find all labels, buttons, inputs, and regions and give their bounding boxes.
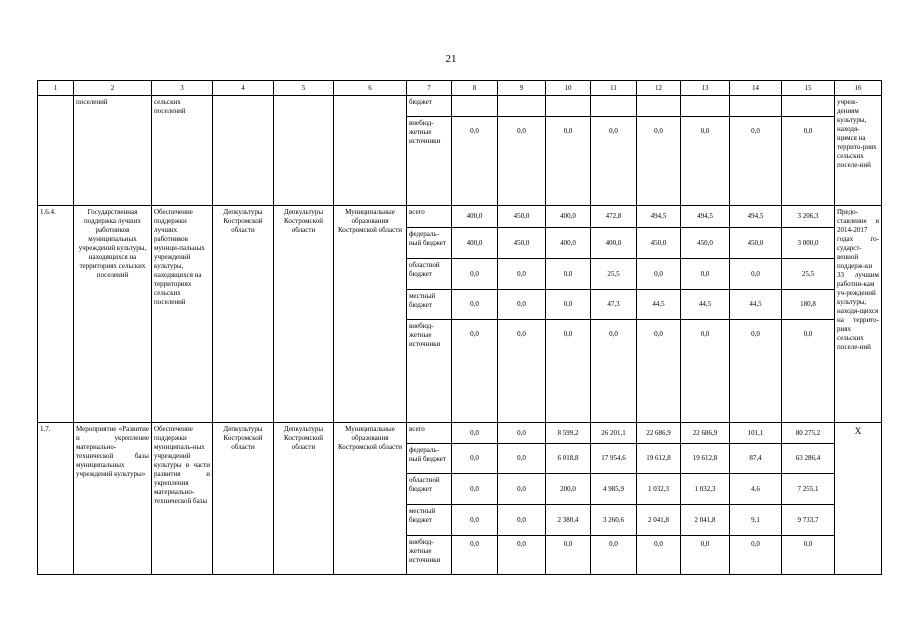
- value-cell: 0,0: [730, 536, 782, 575]
- value-cell: 8 599,2: [546, 423, 591, 444]
- value-cell: 22 686,9: [681, 423, 730, 444]
- value-cell: 2 041,8: [637, 505, 681, 536]
- value-cell: 450,0: [637, 228, 681, 259]
- value-cell: 450,0: [730, 228, 782, 259]
- value-cell: 0,0: [730, 259, 782, 290]
- value-cell: 472,8: [591, 206, 637, 228]
- header-cell: 9: [498, 81, 546, 96]
- value-cell: 0,0: [730, 117, 782, 206]
- value-cell: 0,0: [452, 423, 498, 444]
- value-cell: 0,0: [782, 117, 835, 206]
- value-cell: 26 201,1: [591, 423, 637, 444]
- value-cell: 25,5: [591, 259, 637, 290]
- value-cell: 1 032,3: [637, 474, 681, 505]
- value-cell: [591, 96, 637, 117]
- value-cell: 2 041,8: [681, 505, 730, 536]
- table-row: [38, 206, 882, 228]
- header-cell: 3: [152, 81, 213, 96]
- header-cell: 16: [835, 81, 882, 96]
- value-cell: 44,5: [637, 290, 681, 320]
- value-cell: 494,5: [730, 206, 782, 228]
- value-cell: 0,0: [498, 505, 546, 536]
- header-cell: 12: [637, 81, 681, 96]
- value-cell: 0,0: [546, 117, 591, 206]
- value-cell: 0,0: [591, 117, 637, 206]
- value-cell: 7 255,1: [782, 474, 835, 505]
- value-cell: 4,6: [730, 474, 782, 505]
- value-cell: 4 985,9: [591, 474, 637, 505]
- value-cell: 0,0: [452, 536, 498, 575]
- table-row: [38, 96, 882, 117]
- value-cell: 494,5: [681, 206, 730, 228]
- value-cell: [637, 96, 681, 117]
- source-label: внебюд-жетные источники: [407, 320, 452, 423]
- source-label: федераль-ный бюджет: [407, 444, 452, 474]
- value-cell: 0,0: [546, 536, 591, 575]
- cell-5: [274, 96, 334, 206]
- value-cell: [546, 96, 591, 117]
- value-cell: 0,0: [498, 259, 546, 290]
- header-cell: 6: [334, 81, 407, 96]
- result-cell: Предо-ставление в 2014-2017 годах го-сударст-венной поддерж-ки 33 лучшим работни-кам уч-реждений культуры, находя-щихся на террито-риях сельских поселе-ний: [835, 206, 882, 423]
- value-cell: 44,5: [681, 290, 730, 320]
- value-cell: 2 380,4: [546, 505, 591, 536]
- header-row: [38, 81, 882, 96]
- cell-5: Депкультуры Костромской области: [274, 423, 334, 575]
- value-cell: [730, 96, 782, 117]
- value-cell: [782, 96, 835, 117]
- cell-6: Муниципальные образования Костромской области: [334, 206, 407, 423]
- value-cell: 0,0: [452, 117, 498, 206]
- page-number: 21: [445, 53, 457, 65]
- value-cell: 6 018,8: [546, 444, 591, 474]
- value-cell: 25,5: [782, 259, 835, 290]
- value-cell: 0,0: [452, 259, 498, 290]
- value-cell: 63 286,4: [782, 444, 835, 474]
- cell-1: [38, 96, 74, 206]
- value-cell: 3 000,0: [782, 228, 835, 259]
- value-cell: 19 612,8: [637, 444, 681, 474]
- source-label: областной бюджет: [407, 474, 452, 505]
- value-cell: 450,0: [498, 228, 546, 259]
- header-cell: 1: [38, 81, 74, 96]
- value-cell: 0,0: [782, 536, 835, 575]
- value-cell: 80 275,2: [782, 423, 835, 444]
- cell-2: поселений: [74, 96, 152, 206]
- value-cell: 0,0: [498, 320, 546, 423]
- header-cell: 14: [730, 81, 782, 96]
- result-cell: X: [835, 423, 882, 575]
- value-cell: 0,0: [498, 117, 546, 206]
- header-cell: 2: [74, 81, 152, 96]
- value-cell: 101,1: [730, 423, 782, 444]
- value-cell: 3 206,3: [782, 206, 835, 228]
- value-cell: 180,8: [782, 290, 835, 320]
- value-cell: 450,0: [681, 228, 730, 259]
- value-cell: [681, 96, 730, 117]
- value-cell: 0,0: [452, 474, 498, 505]
- source-label: местный бюджет: [407, 505, 452, 536]
- cell-2: Мероприятие «Развитие и укрепление материально-технической базы муниципальных учреждений культуры»: [74, 423, 152, 575]
- cell-1: 1.7.: [38, 423, 74, 575]
- cell-3: сельских поселений: [152, 96, 213, 206]
- value-cell: 0,0: [681, 259, 730, 290]
- source-label: всего: [407, 423, 452, 444]
- value-cell: 0,0: [498, 444, 546, 474]
- table-row: [38, 423, 882, 444]
- cell-5: Депкультуры Костромской области: [274, 206, 334, 423]
- value-cell: 9,1: [730, 505, 782, 536]
- value-cell: 0,0: [452, 505, 498, 536]
- program-table: [37, 80, 882, 575]
- value-cell: 9 733,7: [782, 505, 835, 536]
- source-label: местный бюджет: [407, 290, 452, 320]
- value-cell: 400,0: [546, 206, 591, 228]
- value-cell: 0,0: [591, 320, 637, 423]
- value-cell: 0,0: [546, 290, 591, 320]
- source-label: всего: [407, 206, 452, 228]
- value-cell: 0,0: [637, 320, 681, 423]
- cell-3: Обеспечение поддержки муниципаль-ных учреждений культуры в части развития и укрепления материально-технической базы: [152, 423, 213, 575]
- value-cell: 0,0: [498, 290, 546, 320]
- cell-6: Муниципальные образования Костромской области: [334, 423, 407, 575]
- value-cell: 1 032,3: [681, 474, 730, 505]
- source-label: бюджет: [407, 96, 452, 117]
- header-cell: 11: [591, 81, 637, 96]
- value-cell: 0,0: [637, 259, 681, 290]
- value-cell: 0,0: [681, 117, 730, 206]
- value-cell: 22 686,9: [637, 423, 681, 444]
- value-cell: 17 954,6: [591, 444, 637, 474]
- value-cell: 0,0: [637, 536, 681, 575]
- value-cell: 0,0: [681, 320, 730, 423]
- header-cell: 13: [681, 81, 730, 96]
- cell-2: Государственная поддержка лучших работников муниципальных учреждений культуры, находящихся на территориях сельских поселений: [74, 206, 152, 423]
- value-cell: 400,0: [452, 206, 498, 228]
- value-cell: 400,0: [452, 228, 498, 259]
- header-cell: 4: [213, 81, 274, 96]
- cell-1: 1.6.4.: [38, 206, 74, 423]
- cell-6: [334, 96, 407, 206]
- source-label: федераль-ный бюджет: [407, 228, 452, 259]
- header-cell: 5: [274, 81, 334, 96]
- value-cell: 0,0: [782, 320, 835, 423]
- value-cell: 44,5: [730, 290, 782, 320]
- value-cell: 0,0: [681, 536, 730, 575]
- value-cell: 0,0: [498, 536, 546, 575]
- result-cell: учреж-дениям культуры, находя-щимся на террито-риях сельских поселе-ний: [835, 96, 882, 206]
- value-cell: 0,0: [546, 259, 591, 290]
- value-cell: 0,0: [452, 290, 498, 320]
- value-cell: 400,0: [591, 228, 637, 259]
- value-cell: 0,0: [498, 423, 546, 444]
- value-cell: 3 260,6: [591, 505, 637, 536]
- value-cell: 0,0: [637, 117, 681, 206]
- value-cell: 0,0: [452, 320, 498, 423]
- value-cell: [452, 96, 498, 117]
- cell-4: Депкультуры Костромской области: [213, 423, 274, 575]
- value-cell: 494,5: [637, 206, 681, 228]
- value-cell: 87,4: [730, 444, 782, 474]
- value-cell: 0,0: [546, 320, 591, 423]
- value-cell: 0,0: [498, 474, 546, 505]
- value-cell: 0,0: [730, 320, 782, 423]
- value-cell: 0,0: [452, 444, 498, 474]
- header-cell: 15: [782, 81, 835, 96]
- value-cell: 200,0: [546, 474, 591, 505]
- value-cell: 0,0: [591, 536, 637, 575]
- header-cell: 8: [452, 81, 498, 96]
- value-cell: 450,0: [498, 206, 546, 228]
- cell-4: Депкультуры Костромской области: [213, 206, 274, 423]
- value-cell: 19 612,8: [681, 444, 730, 474]
- source-label: внебюд-жетные источники: [407, 536, 452, 575]
- value-cell: 400,0: [546, 228, 591, 259]
- header-cell: 7: [407, 81, 452, 96]
- header-cell: 10: [546, 81, 591, 96]
- source-label: внебюд-жетные источники: [407, 117, 452, 206]
- source-label: областной бюджет: [407, 259, 452, 290]
- cell-3: Обеспечение поддержки лучших работников муници-пальных учреждений культуры, находящихся на территориях сельских поселений: [152, 206, 213, 423]
- cell-4: [213, 96, 274, 206]
- value-cell: 47,3: [591, 290, 637, 320]
- value-cell: [498, 96, 546, 117]
